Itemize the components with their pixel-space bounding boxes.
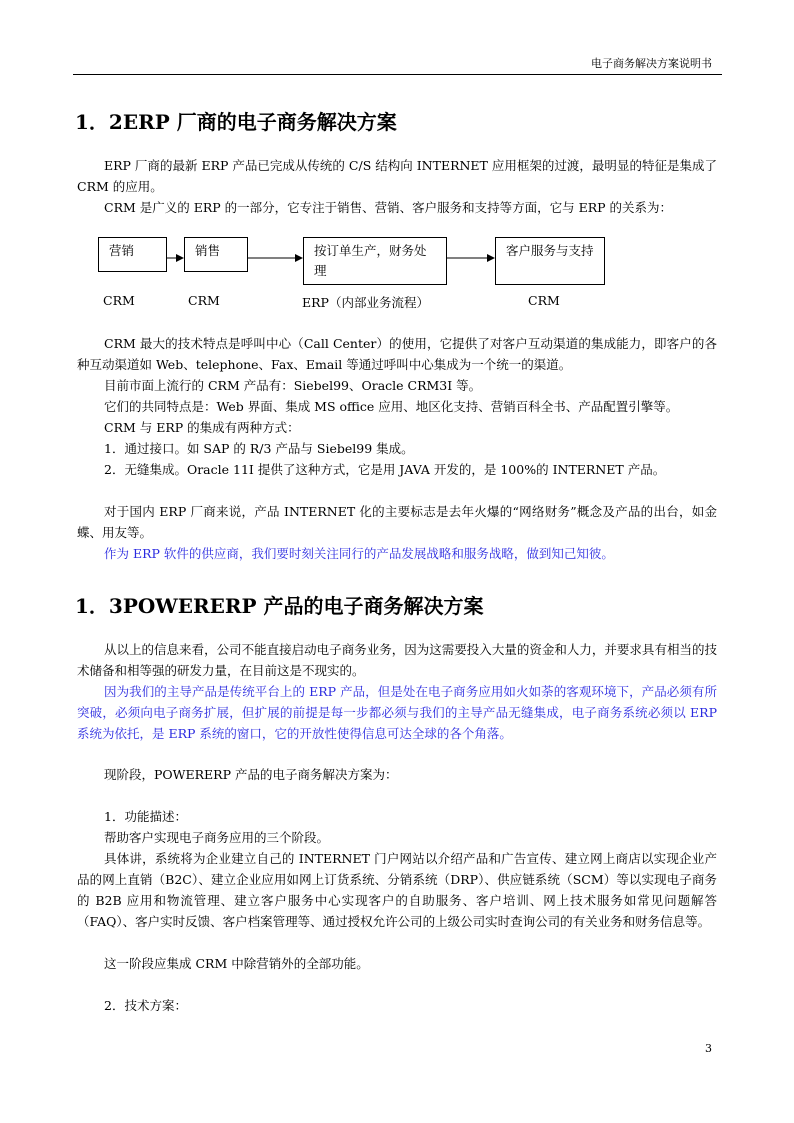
flow-box-sales: 销售 — [184, 237, 248, 272]
paragraph: 1．通过接口。如 SAP 的 R/3 产品与 Siebel99 集成。 — [104, 441, 414, 456]
paragraph: CRM 最大的技术特点是呼叫中心（Call Center）的使用，它提供了对客户互动渠道的集成能力，即客户的各种互动渠道如 Web、telephone、Fax、Email 等通过呼叫中心集成为一个统一的渠道。 — [77, 336, 717, 372]
paragraph: 现阶段，POWERERP 产品的电子商务解决方案为： — [104, 767, 398, 782]
paragraph: 帮助客户实现电子商务应用的三个阶段。 — [104, 830, 330, 845]
flow-label-crm-3: CRM — [528, 293, 560, 308]
page-number: 3 — [705, 1042, 712, 1055]
section-heading-1-2: 1．2ERP 厂商的电子商务解决方案 — [75, 110, 397, 134]
running-header: 电子商务解决方案说明书 — [591, 57, 712, 70]
flow-label-crm-2: CRM — [188, 293, 220, 308]
paragraph: 它们的共同特点是：Web 界面、集成 MS office 应用、地区化支持、营销百科全书、产品配置引擎等。 — [104, 399, 679, 414]
paragraph: 2．技术方案： — [104, 998, 187, 1013]
paragraph: 从以上的信息来看，公司不能直接启动电子商务业务，因为这需要投入大量的资金和人力，并要求具有相当的技术储备和相等强的研发力量，在目前这是不现实的。 — [77, 642, 717, 678]
paragraph: 1．功能描述： — [104, 809, 187, 824]
paragraph: 对于国内 ERP 厂商来说，产品 INTERNET 化的主要标志是去年火爆的“网络财务”概念及产品的出台，如金蝶、用友等。 — [77, 504, 717, 540]
flow-label-crm-1: CRM — [103, 293, 135, 308]
paragraph: CRM 是广义的 ERP 的一部分，它专注于销售、营销、客户服务和支持等方面，它与 ERP 的关系为： — [104, 200, 673, 215]
flow-box-production-finance: 按订单生产，财务处理 — [303, 237, 447, 285]
flow-label-erp: ERP（内部业务流程） — [302, 295, 429, 310]
flow-box-customer-service: 客户服务与支持 — [495, 237, 605, 285]
paragraph: ERP 厂商的最新 ERP 产品已完成从传统的 C/S 结构向 INTERNET 应用框架的过渡，最明显的特征是集成了 CRM 的应用。 — [77, 158, 717, 194]
paragraph: 具体讲，系统将为企业建立自己的 INTERNET 门户网站以介绍产品和广告宣传、建立网上商店以实现企业产品的网上直销（B2C）、建立企业应用如网上订货系统、分销系统（DRP）、供应链系统（SCM）等以实现电子商务的 B2B 应用和物流管理、建立客户服务中心实现客户的自助服务、客户培训、网上技术服务如常见问题解答（FAQ）、客户实时反馈、客户档案管理等、通过授权允许公司的上级公司实时查询公司的有关业务和财务信息等。 — [77, 851, 717, 929]
header-rule — [73, 74, 722, 75]
paragraph: CRM 与 ERP 的集成有两种方式： — [104, 420, 300, 435]
paragraph: 这一阶段应集成 CRM 中除营销外的全部功能。 — [104, 956, 369, 971]
paragraph: 目前市面上流行的 CRM 产品有：Siebel99、Oracle CRM3I 等。 — [104, 378, 482, 393]
section-heading-1-3: 1．3POWERERP 产品的电子商务解决方案 — [75, 594, 484, 618]
flow-box-marketing: 营销 — [98, 237, 167, 272]
paragraph: 2．无缝集成。Oracle 11I 提供了这种方式，它是用 JAVA 开发的，是 100%的 INTERNET 产品。 — [104, 462, 666, 477]
highlighted-paragraph: 作为 ERP 软件的供应商，我们要时刻关注同行的产品发展战略和服务战略，做到知己知彼。 — [104, 546, 614, 561]
highlighted-paragraph: 因为我们的主导产品是传统平台上的 ERP 产品，但是处在电子商务应用如火如荼的客观环境下，产品必须有所突破，必须向电子商务扩展，但扩展的前提是每一步都必须与我们的主导产品无缝集成，电子商务系统必须以 ERP 系统为依托，是 ERP 系统的窗口，它的开放性使得信息可达全球的各个角落。 — [77, 684, 717, 741]
